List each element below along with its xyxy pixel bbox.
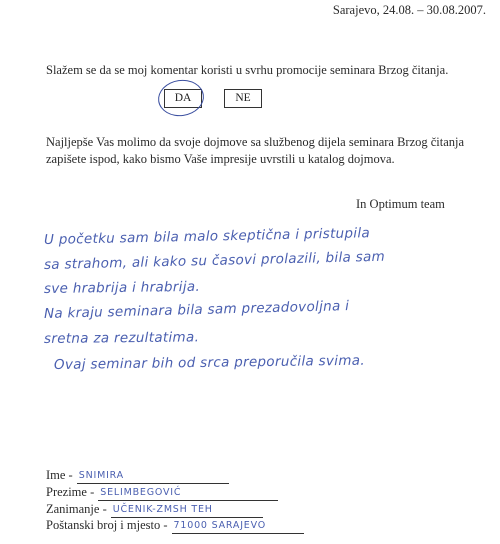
consent-yes-box[interactable]: DA — [164, 89, 202, 108]
postanski-value[interactable]: 71000 SARAJEVO — [172, 519, 304, 534]
comment-line: sa strahom, ali kako su časovi prolazili, bila sam — [43, 248, 386, 273]
comment-line: Ovaj seminar bih od srca preporučila svima. — [53, 352, 366, 373]
prezime-value[interactable]: SELIMBEGOVIĆ — [98, 486, 278, 501]
postanski-label: Poštanski broj i mjesto - — [46, 518, 168, 532]
field-prezime — [46, 483, 278, 501]
selection-circle — [156, 77, 207, 119]
zanimanje-value[interactable]: UČENIK-ZMSH TEH — [111, 503, 263, 518]
consent-statement: Slažem se da se moj komentar koristi u svrhu promocije seminara Brzog čitanja. — [46, 63, 449, 77]
ime-value[interactable]: SNIMIRA — [77, 469, 229, 484]
zanimanje-label: Zanimanje - — [46, 502, 107, 516]
request-text: Najljepše Vas molimo da svoje dojmove sa službenog dijela seminara Brzog čitanja zapišete ispod, kako bismo Vaše impresije uvrstili u katalog dojmova. — [46, 135, 465, 166]
consent-no-box[interactable]: NE — [224, 89, 262, 108]
prezime-label: Prezime - — [46, 485, 95, 499]
comment-line: U početku sam bila malo skeptična i pristupila — [43, 225, 371, 248]
ime-label: Ime - — [46, 468, 73, 482]
field-postanski — [46, 516, 304, 534]
comment-line: sve hrabrija i hrabrija. — [43, 278, 201, 297]
comment-line: sretna za rezultatima. — [43, 329, 200, 347]
field-ime — [46, 466, 229, 484]
team-signature: In Optimum team — [356, 197, 445, 211]
comment-line: Na kraju seminara bila sam prezadovoljna i — [43, 298, 350, 322]
date-line: Sarajevo, 24.08. – 30.08.2007. — [332, 3, 486, 17]
